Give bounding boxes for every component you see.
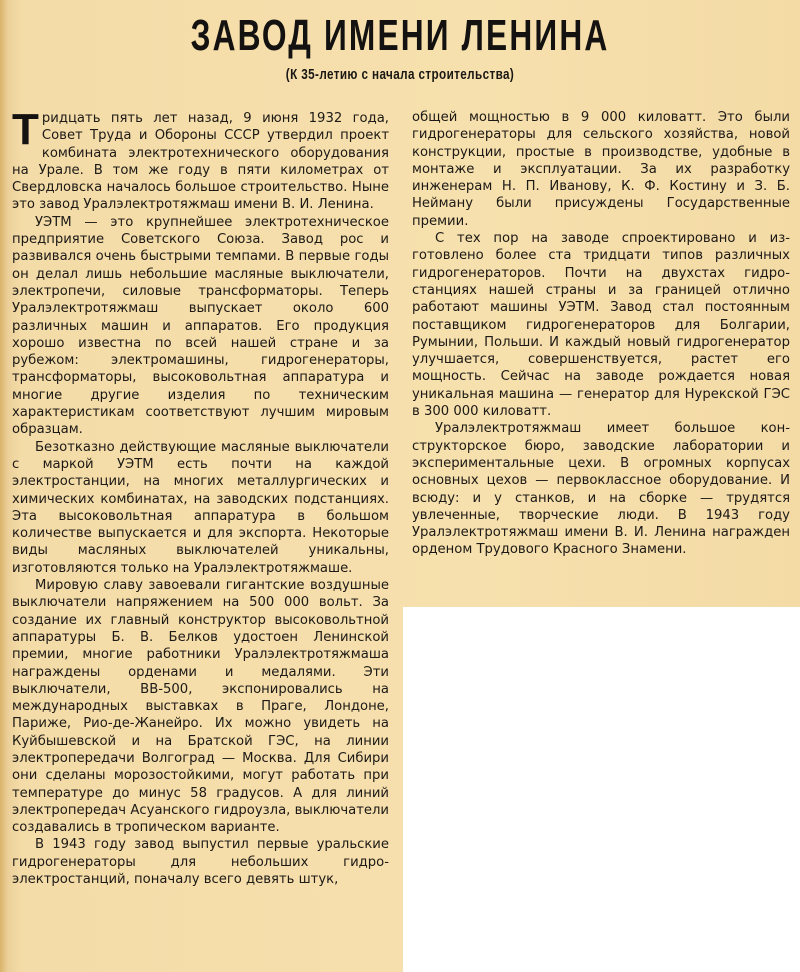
paragraph: общей мощностью в 9 000 киловатт. Это были гидрогенераторы для сельского хозяйства, новой конструкции, простые в производстве, удобные в монтаже и эксплуатации. За их разработку инженерам Н. П. Иванову, К. Ф. Костину и З. Б. Нейману были присуждены Государственные премии. [412, 110, 790, 229]
paragraph: С тех пор на заводе спроектировано и изготовлено более ста тридцати типов различных гидрогенераторов. Почти на двухстах гидростанциях нашей страны и за границей отлично работают машины УЭТМ. Завод стал постоянным поставщиком гидрогенераторов для Болгарии, Румынии, Польши. И каждый новый гидрогенератор улучшается, совершенствуется, растет его мощность. Сейчас на заводе рождается новая уникальная машина — генератор для Нурекской ГЭС в 300 000 киловатт. [412, 231, 790, 420]
paragraph: В 1943 году завод выпустил первые уральские гидрогенераторы для небольших гидроэлектростанций, поначалу всего девять штук, [12, 837, 389, 888]
paragraph [12, 105, 389, 214]
paragraph: Уралэлектротяжмаш имеет большое конструкторское бюро, заводские лаборатории и экспериментальные цехи. В огромных корпусах основных цехов — первоклассное оборудование. И всюду: и у станков, и на сборке — трудятся увлеченные, творческие люди. В 1943 году Уралэлектротяжмаш имени В. И. Ленина награжден орденом Трудового Красного Знамени. [412, 421, 790, 558]
article-title: ЗАВОД ИМЕНИ ЛЕНИНА [190, 11, 610, 60]
article-subtitle: (К 35-летию с начала строительства) [285, 66, 515, 83]
paragraph: Безотказно действующие масляные выключатели с маркой УЭТМ есть почти на каждой электростанции, на многих металлургических и химических комбинатах, на заводских подстанциях. Эта высоковольтная аппаратура в большом количестве выпускается и для экспорта. Некоторые виды масляных выключателей уникальны, изготовляются только на Уралэлектротяжмаше. [12, 439, 389, 576]
left-column [12, 105, 389, 888]
right-column [412, 109, 790, 559]
drop-cap: Т [12, 105, 39, 154]
blank-area [403, 607, 800, 972]
paragraph-text: ридцать пять лет назад, 9 июня 1932 года, Совет Труда и Обороны СССР утвердил проект комбината электротехнического оборудования на Урале. В том же году в пяти километрах от Свердловска началось большое строительство. Ныне это завод Уралэлектротяжмаш имени В. И. Ленина. [12, 111, 389, 213]
paragraph: Мировую славу завоевали гигантские воздушные выключатели напряжением на 500 000 вольт. За создание их главный конструктор высоковольтной аппаратуры Б. В. Белков удостоен Ленинской премии, многие работники Уралэлектротяжмаша награждены орденами и медалями. Эти выключатели, ВВ-500, экспонировались на международных выставках в Праге, Лондоне, Париже, Рио-де-Жанейро. Их можно увидеть на Куйбышевской и на Братской ГЭС, на линии электропередачи Волгоград — Москва. Для Сибири они сделаны морозостойкими, могут работать при температуре до минус 58 градусов. А для линий электропередач Асуанского гидроузла, выключатели создавались в тропическом варианте. [12, 578, 389, 836]
paragraph: УЭТМ — это крупнейшее электротехническое предприятие Советского Союза. Завод рос и развивался очень быстрыми темпами. В первые годы он делал лишь небольшие масляные выключатели, электропечи, силовые трансформаторы. Теперь Уралэлектротяжмаш выпускает около 600 различных машин и аппаратов. Его продукция хорошо известна по всей нашей стране и за рубежом: электромашины, гидрогенераторы, трансформаторы, высоковольтная аппаратура и многие другие изделия по техническим характеристикам соответствуют лучшим мировым образцам. [12, 214, 389, 438]
